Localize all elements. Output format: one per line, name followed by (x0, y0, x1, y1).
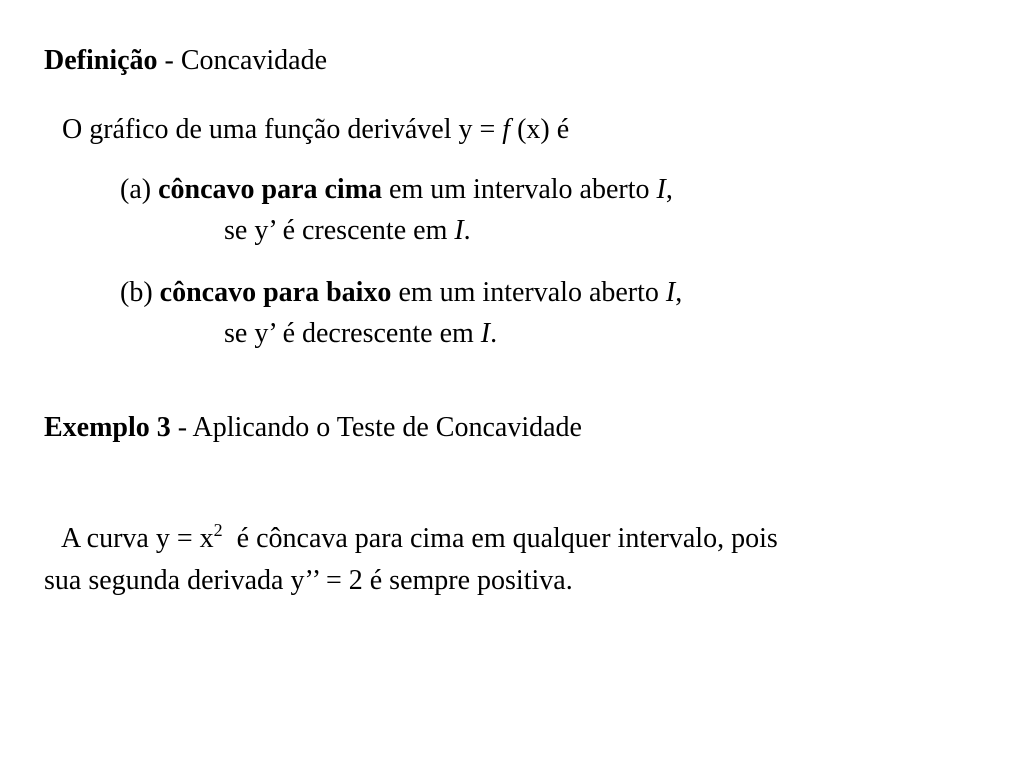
item-b-rest: em um intervalo aberto (391, 277, 666, 308)
conclusion-exponent: 2 (213, 520, 223, 540)
conclusion-second-line: sua segunda derivada y’’ = 2 é sempre positiva. (44, 565, 573, 596)
item-a-interval: I (656, 174, 666, 205)
example-title: - Aplicando o Teste de Concavidade (170, 412, 582, 443)
item-a-rest: em um intervalo aberto (382, 174, 657, 205)
item-a-marker: (a) (120, 174, 159, 205)
intro-suffix: (x) é (510, 114, 570, 145)
item-b-line2 (224, 320, 497, 348)
conclusion-suffix: é côncava para cima em qualquer intervalo, pois (222, 523, 778, 554)
conclusion-line2 (44, 567, 573, 595)
example-label: Exemplo 3 (44, 412, 171, 443)
item-b-condition: se y’ é decrescente em (224, 318, 481, 349)
item-a-line2 (224, 217, 471, 245)
item-b-interval: I (665, 277, 676, 308)
item-a-term: côncavo para cima (158, 174, 383, 205)
definition-label: Definição (44, 45, 158, 76)
item-a-condition: se y’ é crescente em (224, 215, 455, 246)
item-a-line1 (120, 176, 673, 204)
example-heading (44, 414, 582, 442)
definition-heading (44, 47, 327, 75)
item-b-condition-interval: I (480, 318, 491, 349)
item-a-condition-interval: I (454, 215, 464, 246)
intro-prefix: O gráfico de uma função derivável y = (62, 114, 503, 145)
conclusion-line1 (61, 520, 778, 554)
conclusion-prefix: A curva y = x (61, 523, 214, 554)
intro-function-symbol: f (502, 114, 511, 145)
item-b-marker: (b) (120, 277, 160, 308)
item-b-term: côncavo para baixo (159, 277, 392, 308)
item-b-condition-end: . (490, 318, 498, 349)
definition-title: - Concavidade (157, 45, 328, 76)
item-b-line1 (120, 279, 682, 307)
item-a-condition-end: . (463, 215, 471, 246)
definition-intro (62, 116, 569, 144)
item-b-comma: , (675, 277, 683, 308)
item-a-comma: , (665, 174, 673, 205)
